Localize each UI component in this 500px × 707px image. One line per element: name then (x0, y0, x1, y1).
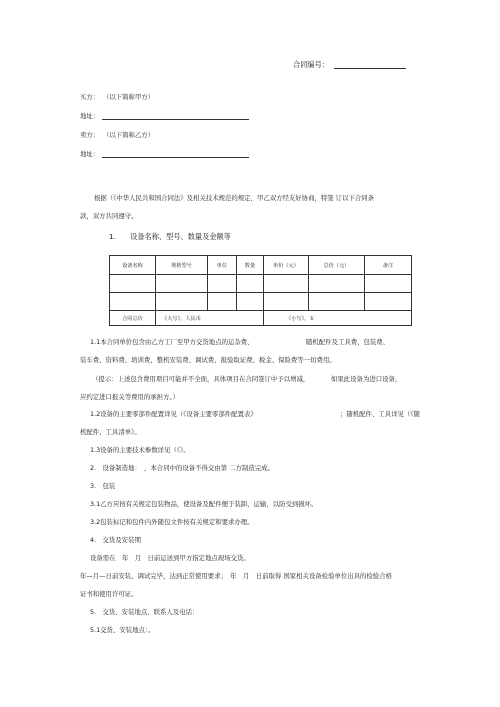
header-unit: 单位 (208, 256, 237, 275)
table-cell[interactable] (365, 293, 412, 311)
total-lower[interactable]: 《小写》，￥ (264, 311, 412, 326)
intro-line-1: 根据（《中华人民共和国合同法》及相关技术规范的规定，甲乙双方经友好协商，特签 订以下合同条 (94, 194, 375, 202)
section-4-text-2: 年—月—日前安装、调试完毕，达到正常使用要求； 年 月 日前取得 国家相关设备检验单位出具的检验合格 (80, 572, 392, 580)
section-5-heading: 5. 交货、安装地点、联系人及电话： (90, 608, 199, 616)
clause-5-1: 5.1交货、安装地点：。 (90, 626, 155, 634)
table-cell[interactable] (110, 293, 156, 311)
section-2: 2. 设备制造地： ，本合同中的设备不得交由第 二方制造完成。 (90, 464, 274, 472)
intro-line-2: 款，双方共同遵守。 (80, 212, 138, 220)
buyer-value: （以下简称甲方） (103, 93, 155, 101)
seller-address-blank (102, 157, 249, 158)
table-cell[interactable] (237, 275, 264, 293)
table-row (110, 293, 412, 311)
table-cell[interactable] (365, 275, 412, 293)
clause-1-2-c: 机配件、工具清单》。 (80, 428, 141, 436)
clause-1-1-b: 随机配件及工具费、包装费、 (306, 338, 390, 346)
seller-value: （以下简称乙方） (103, 131, 155, 139)
clause-1-1-c: 装车费、资料费、培训费、整机安装费、调试费、报验取证费、税金、保险费等一切费用。 (80, 356, 336, 364)
header-total-price: 总价（元） (309, 256, 365, 275)
table-cell[interactable] (309, 275, 365, 293)
clause-1-3: 1.3设备的主要技术参数详见（《》。 (90, 446, 190, 454)
section-4-text-3: 证书和使用许可证。 (80, 590, 138, 598)
table-cell[interactable] (110, 275, 156, 293)
total-upper[interactable]: 《大写》，人民币 (156, 311, 264, 326)
header-unit-price: 单价（元） (264, 256, 309, 275)
section-3-heading: 3. 包装 (90, 482, 116, 490)
contract-number-blank (334, 68, 406, 69)
contract-number-label: 合同编号： (293, 60, 329, 69)
note-c: 应约定进口报关等费用的承担方。） (80, 393, 180, 401)
buyer-label: 买方： (80, 93, 100, 101)
section-4-heading: 4. 交货及安装期 (90, 536, 141, 544)
header-model: 规格型号 (156, 256, 208, 275)
note-b: 如果此设备为进口设备， (331, 375, 402, 383)
table-cell[interactable] (208, 293, 237, 311)
buyer-address-label: 地址： (80, 112, 100, 120)
table-cell[interactable] (237, 293, 264, 311)
table-cell[interactable] (309, 293, 365, 311)
section-1-heading: 1. 设备名称、型号、数量及金额等 (109, 232, 231, 241)
section-4-text-1: 设备需在 年 月 日前运送到甲方指定地点现场交货。 (90, 554, 250, 562)
header-equipment-name: 设备名称 (110, 256, 156, 275)
table-cell[interactable] (208, 275, 237, 293)
header-quantity: 数量 (237, 256, 264, 275)
table-cell[interactable] (156, 293, 208, 311)
total-label: 合同总价 (110, 311, 156, 326)
clause-1-2-a: 1.2设备的主要零部件配置详见（《设备主要零部件配置表》 (90, 410, 257, 418)
table-cell[interactable] (264, 293, 309, 311)
table-cell[interactable] (156, 275, 208, 293)
clause-3-1: 3.1乙方应按有关规定包装物品，使设备及配件便于装卸、运输，以防受到损坏。 (90, 500, 318, 508)
seller-label: 卖方： (80, 131, 100, 139)
table-header-row (110, 256, 412, 275)
header-remarks: 备注 (365, 256, 412, 275)
table-cell[interactable] (264, 275, 309, 293)
clause-1-1-a: 1.1本合同单价包含由乙方工厂至甲方交货地点的运杂费、 (90, 338, 254, 346)
equipment-table (109, 255, 412, 326)
table-row (110, 275, 412, 293)
clause-3-2: 3.2包装标记和包件内外随包文件按有关规定和要求办理。 (90, 518, 254, 526)
buyer-address-blank (102, 119, 249, 120)
table-total-row (110, 311, 412, 326)
note-a: （提示：上述包含费用项目可能并不全面，具体项目在合同签订中予以增减， (92, 375, 310, 383)
seller-address-label: 地址： (80, 150, 100, 158)
clause-1-2-b: ；随机配件、工具详见（《随 (340, 410, 420, 418)
